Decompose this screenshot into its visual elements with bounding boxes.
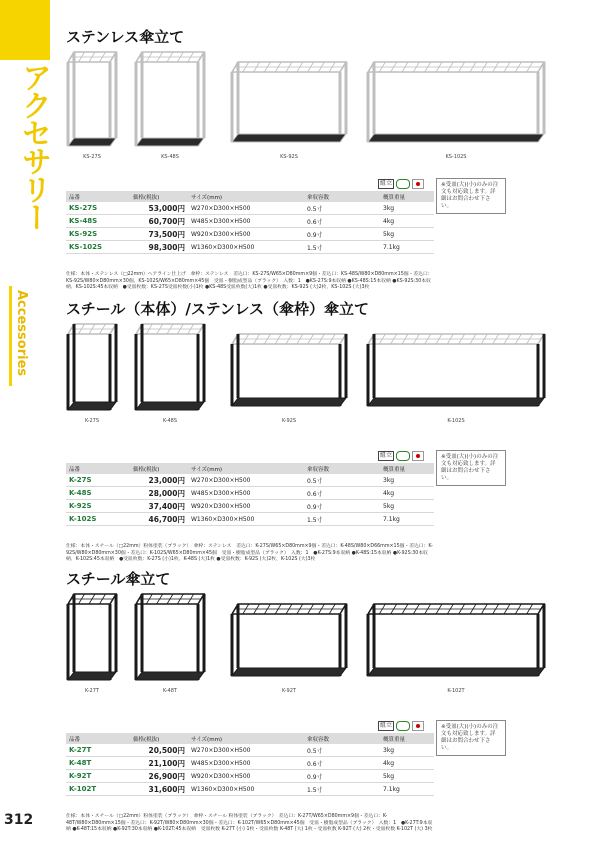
product-section	[66, 568, 566, 832]
table-row: K-102S 46,700円 W1360×D300×H500 1.5寸 7.1kg	[66, 513, 434, 526]
product-image	[366, 602, 546, 680]
side-accent-bar	[9, 286, 12, 386]
assembly-badge: 組立	[380, 180, 393, 187]
product-caption: K-92T	[282, 688, 296, 694]
section-tab	[0, 0, 50, 60]
green-mark-icon	[396, 451, 410, 461]
product-image	[230, 60, 348, 146]
product-caption: K-27S	[84, 418, 100, 424]
product-image	[134, 322, 206, 414]
table-row: K-48S 28,000円 W485×D300×H500 0.6寸 4kg	[66, 487, 434, 500]
product-caption: KS-92S	[280, 154, 298, 160]
section-title: ステンレス傘立て	[66, 28, 185, 46]
green-mark-icon	[396, 179, 410, 189]
product-image	[66, 50, 118, 150]
product-image	[230, 332, 348, 410]
badge-group	[378, 179, 424, 189]
product-image	[366, 60, 546, 146]
spec-note: 仕様：本体・スチール（□22mm）粉体塗装（ブラック） 傘枠・スチール 粉体塗装（ブラック） 差込口：K-27T/W65×D80mm×9個・差込口：K-48T/W80×D80mm×15個・差込口：K-92T/W80×D80mm×30個・差込口：K-102T/W65×D80mm×45個 受皿・樹脂成型品（ブラック） 入数：1 ●K-27T:9本収納 ●K-48T:15本収納 ●K-92T:30本収納 ●K-102T:45本収納 受皿枚数 K-27T (小) 1枚・受皿枚数 K-48T (大) 1枚・受皿枚数 K-92T (大) 2枚・受皿枚数 K-102T (大) 3枚	[66, 814, 433, 832]
order-note: ※受皿(大)(小)のみの注文も対応致します。詳細はお問合わせ下さい。	[436, 178, 506, 214]
product-image	[66, 322, 118, 414]
table-row: K-27T 20,500円 W270×D300×H500 0.5寸 3kg	[66, 744, 434, 757]
product-caption: K-102T	[447, 688, 465, 694]
table-row: KS-102S 98,300円 W1360×D300×H500 1.5寸 7.1kg	[66, 241, 434, 254]
badge-group	[378, 721, 424, 731]
product-caption: K-27T	[85, 688, 99, 694]
table-row: KS-27S 53,000円 W270×D300×H500 0.5寸 3kg	[66, 202, 434, 215]
green-mark-icon	[396, 721, 410, 731]
page-number: 312	[4, 812, 34, 828]
side-title-ja: アクセサリー	[16, 62, 51, 230]
table-header: 品番 価格(税抜) サイズ(mm) 傘収容数 概算重量	[66, 733, 434, 744]
spec-note: 仕様：本体・スチール（□22mm）粉体塗装（ブラック） 傘枠：ステンレス 差込口：K-27S/W65×D80mm×9個・差込口：K-48S/W80×D66mm×15個・差込口：K-92S/W80×D80mm×30個・差込口：K-102S/W65×D80mm×45個 受皿・樹脂成型品（ブラック） 入数：1 ●K-27S:9本収納 ●K-48S:15本収納 ●K-92S:30本収納、K-102S:45本収納 ●受皿枚数：K-27S (小)1枚、K-48S (大)1枚 ●受皿枚数：K-92S (大)2枚、K-102S (大)3枚	[66, 544, 433, 562]
product-caption: K-48S	[162, 418, 178, 424]
table-header: 品番 価格(税抜) サイズ(mm) 傘収容数 概算重量	[66, 191, 434, 202]
product-caption: KS-102S	[445, 154, 467, 160]
spec-note: 仕様：本体・ステンレス（□22mm）ヘアライン仕上げ 傘枠：ステンレス 差込口：KS-27S/W65×D80mm×9個・差込口：KS-48S/W80×D80mm×15個・差込口：KS-92S/W80×D80mm×30個、KS-102S/W65×D80mm×45個 受皿・樹脂成型品（ブラック） 入数：1 ●KS-27S:9本収納 ●KS-48S:15本収納 ●KS-92S:30本収納、KS-102S:45本収納 ●受皿枚数：KS-27S受皿枚数(小)1枚 ●KS-48S受皿枚数(大)1枚 ●受皿枚数：KS-92S (大)2枚、KS-102S (大)3枚	[66, 272, 433, 290]
table-row: K-102T 31,600円 W1360×D300×H500 1.5寸 7.1kg	[66, 783, 434, 796]
table-row: K-92T 26,900円 W920×D300×H500 0.9寸 5kg	[66, 770, 434, 783]
side-title-en: Accessories	[14, 290, 29, 377]
product-image	[134, 592, 206, 684]
assembly-badge: 組立	[380, 722, 393, 729]
order-note: ※受皿(大)(小)のみの注文も対応致します。詳細はお問合わせ下さい。	[436, 720, 506, 756]
product-section	[66, 298, 566, 562]
product-image	[230, 602, 348, 680]
product-image	[366, 332, 546, 410]
japan-flag-icon	[412, 179, 424, 189]
table-row: KS-92S 73,500円 W920×D300×H500 0.9寸 5kg	[66, 228, 434, 241]
product-caption: K-102S	[447, 418, 465, 424]
badge-group	[378, 451, 424, 461]
japan-flag-icon	[412, 451, 424, 461]
spec-table	[66, 191, 434, 254]
product-section	[66, 26, 566, 290]
product-caption: K-48T	[163, 688, 177, 694]
product-image	[134, 50, 206, 150]
product-caption: KS-27S	[83, 154, 101, 160]
spec-table	[66, 463, 434, 526]
order-note: ※受皿(大)(小)のみの注文も対応致します。詳細はお問合わせ下さい。	[436, 450, 506, 486]
section-title: スチール傘立て	[66, 570, 171, 588]
section-title: スチール（本体）/ステンレス（傘枠）傘立て	[66, 300, 370, 318]
spec-table	[66, 733, 434, 796]
table-header: 品番 価格(税抜) サイズ(mm) 傘収容数 概算重量	[66, 463, 434, 474]
table-row: K-27S 23,000円 W270×D300×H500 0.5寸 3kg	[66, 474, 434, 487]
table-row: K-92S 37,400円 W920×D300×H500 0.9寸 5kg	[66, 500, 434, 513]
product-caption: KS-48S	[161, 154, 179, 160]
table-row: K-48T 21,100円 W485×D300×H500 0.6寸 4kg	[66, 757, 434, 770]
product-image	[66, 592, 118, 684]
japan-flag-icon	[412, 721, 424, 731]
assembly-badge: 組立	[380, 452, 393, 459]
table-row: KS-48S 60,700円 W485×D300×H500 0.6寸 4kg	[66, 215, 434, 228]
product-caption: K-92S	[281, 418, 297, 424]
